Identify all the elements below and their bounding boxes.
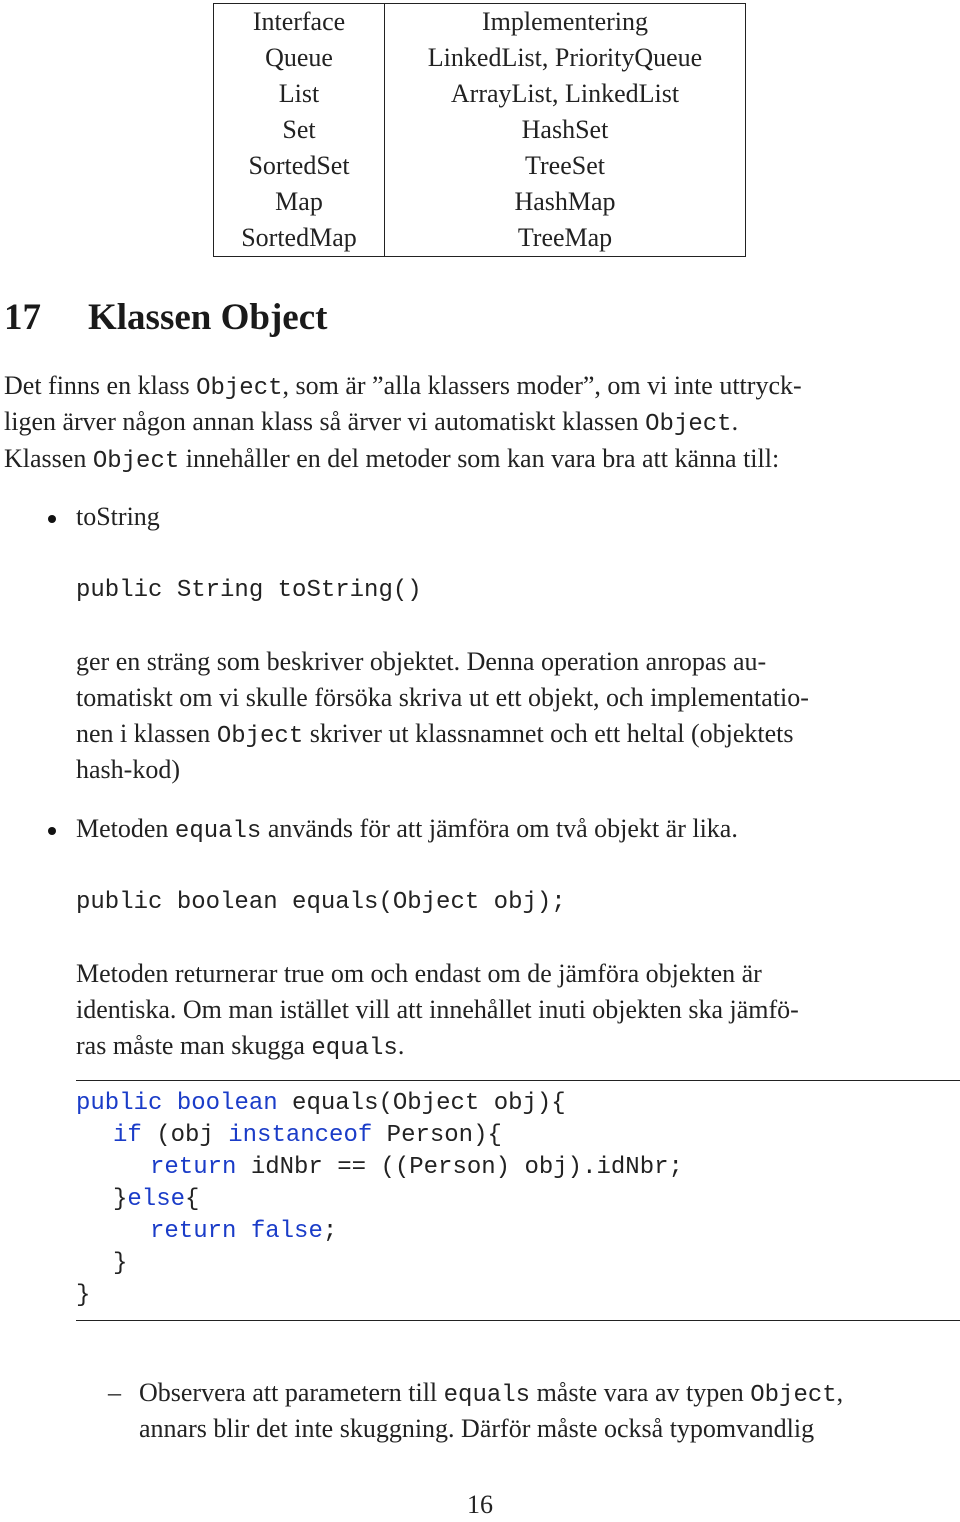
table-cell: TreeSet	[525, 151, 605, 180]
item-equals-label	[76, 811, 738, 850]
inline-code: Object	[92, 448, 180, 475]
inline-code: equals	[443, 1382, 531, 1409]
table-cell: List	[214, 76, 385, 112]
tostring-desc-line: tomatiskt om vi skulle försöka skriva ut ett objekt, och implementatio-	[76, 683, 809, 712]
item-text: Metoden	[76, 814, 175, 843]
table-row	[214, 76, 746, 112]
code-text: ;	[322, 1218, 338, 1245]
intro-line-1	[4, 368, 802, 407]
listing-line	[113, 1184, 199, 1216]
desc-text: skriver ut klassnamnet och ett heltal (objektets	[303, 719, 794, 748]
tostring-desc-line	[76, 716, 794, 755]
desc-text: nen i klassen	[76, 719, 217, 748]
equals-desc-line: identiska. Om man istället vill att innehållet inuti objekten ska jämfö-	[76, 995, 799, 1024]
page-number: 16	[467, 1490, 493, 1519]
table-cell: Queue	[214, 40, 385, 76]
note-line-1	[139, 1375, 843, 1414]
table-header-implementation: Implementering	[481, 7, 649, 36]
table-row	[214, 220, 746, 257]
keyword: return	[150, 1218, 237, 1245]
equals-desc-line	[76, 1028, 404, 1067]
table-cell: HashSet	[521, 115, 609, 144]
table-row	[214, 148, 746, 184]
equals-desc-line: Metoden returnerar true om och endast om de jämföra objekten är	[76, 959, 762, 988]
interface-table	[213, 3, 746, 257]
code-text: idNbr == ((Person) obj).idNbr;	[236, 1154, 683, 1181]
keyword: return	[150, 1154, 237, 1181]
item-text: används för att jämföra om två objekt är lika.	[261, 814, 738, 843]
code-text: }	[113, 1186, 128, 1213]
note-text: Observera att parametern till	[139, 1378, 444, 1407]
keyword: if	[113, 1122, 142, 1149]
listing-bottom-rule	[76, 1320, 960, 1321]
table-cell: LinkedList, PriorityQueue	[427, 43, 703, 72]
table-cell: Map	[214, 184, 385, 220]
keyword: public	[76, 1090, 163, 1117]
table-row	[214, 112, 746, 148]
note-text: måste vara av typen	[530, 1378, 751, 1407]
section-number: 17	[4, 297, 41, 338]
listing-line	[150, 1152, 683, 1184]
keyword: boolean	[176, 1090, 278, 1117]
table-header-row	[214, 4, 746, 41]
desc-text: ras måste man skugga	[76, 1031, 312, 1060]
table-cell: SortedSet	[214, 148, 385, 184]
table-cell: ArrayList, LinkedList	[450, 79, 680, 108]
bullet-icon	[48, 827, 56, 835]
code-text: (obj	[141, 1122, 229, 1149]
note-line-2: annars blir det inte skuggning. Därför måste också typomvandlig	[139, 1414, 815, 1443]
listing-line	[76, 1088, 566, 1120]
desc-text: .	[397, 1031, 405, 1060]
listing-line	[113, 1120, 502, 1152]
keyword: instanceof	[228, 1122, 373, 1149]
table-row	[214, 184, 746, 220]
table-cell: HashMap	[514, 187, 616, 216]
inline-code: Object	[216, 723, 304, 750]
table-cell: SortedMap	[214, 220, 385, 257]
intro-text: innehåller en del metoder som kan vara bra att känna till:	[179, 444, 780, 473]
inline-code: Object	[645, 411, 732, 438]
tostring-desc-line: hash-kod)	[76, 755, 180, 784]
keyword: else	[127, 1186, 186, 1213]
intro-text: Det finns en klass	[4, 371, 197, 400]
tostring-desc-line: ger en sträng som beskriver objektet. Denna operation anropas au-	[76, 647, 767, 676]
listing-line: }	[113, 1250, 128, 1277]
intro-text: , som är ”alla klassers moder”, om vi inte uttryck-	[282, 371, 802, 400]
table-row	[214, 40, 746, 76]
code-text: {	[185, 1186, 200, 1213]
listing-top-rule	[76, 1080, 960, 1081]
bullet-icon	[48, 515, 56, 523]
code-text: Person){	[372, 1122, 502, 1149]
intro-text: .	[731, 407, 739, 436]
intro-text: Klassen	[4, 444, 93, 473]
table-header-interface: Interface	[214, 4, 385, 41]
note-dash: –	[108, 1378, 121, 1407]
inline-code: Object	[750, 1382, 837, 1409]
section-heading	[4, 296, 327, 339]
listing-line: }	[76, 1282, 91, 1309]
table-cell: Set	[214, 112, 385, 148]
inline-code: equals	[311, 1035, 398, 1062]
item-tostring-label: toString	[76, 502, 160, 531]
intro-line-2	[4, 404, 738, 443]
intro-line-3	[4, 441, 779, 480]
equals-signature: public boolean equals(Object obj);	[76, 889, 566, 916]
note-text: ,	[836, 1378, 844, 1407]
section-title: Klassen Object	[88, 297, 328, 338]
inline-code: Object	[196, 375, 283, 402]
tostring-signature: public String toString()	[76, 577, 422, 604]
listing-line	[150, 1216, 337, 1248]
table-cell: TreeMap	[517, 223, 613, 252]
inline-code: equals	[174, 818, 262, 845]
code-text: equals(Object obj){	[277, 1090, 566, 1117]
keyword: false	[250, 1218, 323, 1245]
intro-text: ligen ärver någon annan klass så ärver vi automatiskt klassen	[4, 407, 646, 436]
